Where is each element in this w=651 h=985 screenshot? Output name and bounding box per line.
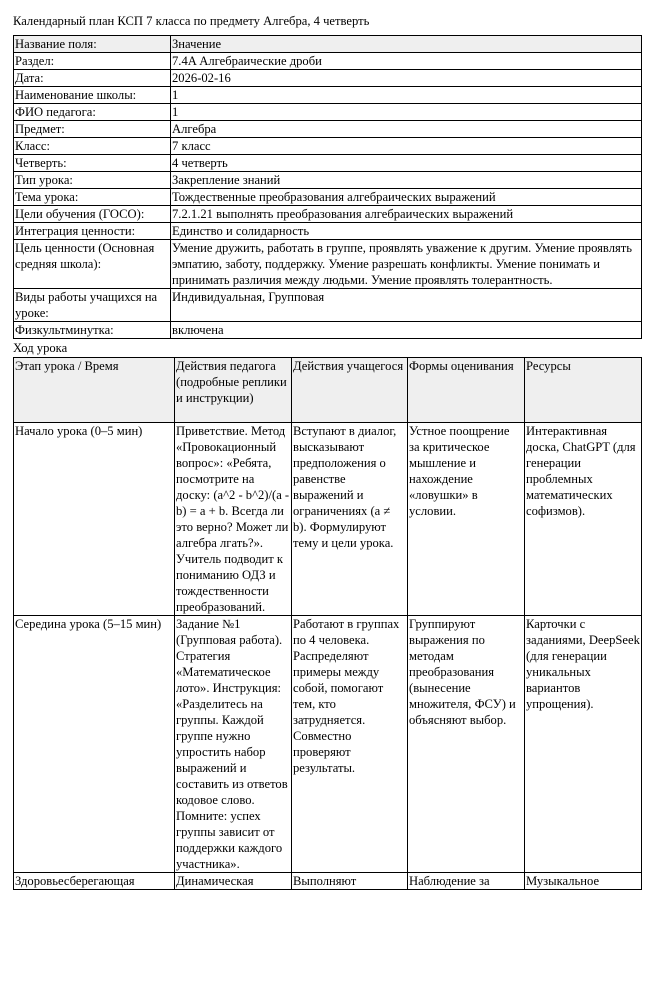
resources-cell: Интерактивная доска, ChatGPT (для генерации проблемных математических софизмов). <box>525 423 642 616</box>
student-actions-cell: Вступают в диалог, высказывают предположения о равенстве выражений и ограничениях (a ≠ b). Формулируют тему и цели урока. <box>292 423 408 616</box>
info-row-value-goal <box>14 240 642 289</box>
header-teacher-actions: Действия педагога (подробные реплики и инструкции) <box>175 358 292 423</box>
student-actions-cell: Выполняют <box>292 873 408 890</box>
header-stage: Этап урока / Время <box>14 358 175 423</box>
info-value: Алгебра <box>171 121 642 138</box>
info-label: Четверть: <box>14 155 171 172</box>
info-row-goals <box>14 206 642 223</box>
info-row-topic <box>14 189 642 206</box>
info-label: Виды работы учащихся на уроке: <box>14 289 171 322</box>
lesson-section-title: Ход урока <box>13 341 68 355</box>
info-label: Наименование школы: <box>14 87 171 104</box>
info-label: Интеграция ценности: <box>14 223 171 240</box>
lesson-row-health <box>14 873 642 890</box>
info-row-date <box>14 70 642 87</box>
info-value: Индивидуальная, Групповая <box>171 289 642 322</box>
lesson-header-row <box>14 358 642 423</box>
lesson-row-start <box>14 423 642 616</box>
stage-cell: Начало урока (0–5 мин) <box>14 423 175 616</box>
info-row-work-types <box>14 289 642 322</box>
assessment-cell: Наблюдение за <box>408 873 525 890</box>
info-value: Умение дружить, работать в группе, проявлять уважение к другим. Умение проявлять эмпатию, заботу, поддержку. Умение разрешать конфликты. Умение понимать и принимать различия между людьми. Умение проявлять толерантность. <box>171 240 642 289</box>
info-label: Цель ценности (Основная средняя школа): <box>14 240 171 289</box>
stage-cell: Середина урока (5–15 мин) <box>14 616 175 873</box>
info-value: Единство и солидарность <box>171 223 642 240</box>
info-row-section <box>14 53 642 70</box>
lesson-flow-table <box>13 357 642 890</box>
info-value: 1 <box>171 87 642 104</box>
header-assessment: Формы оценивания <box>408 358 525 423</box>
teacher-actions-cell: Приветствие. Метод «Провокационный вопрос»: «Ребята, посмотрите на доску: (a^2 - b^2)/(a - b) = a + b. Всегда ли это верно? Может ли алгебра лгать?». Учитель подводит к пониманию ОДЗ и тождественности преобразований. <box>175 423 292 616</box>
info-label: Дата: <box>14 70 171 87</box>
info-label: Раздел: <box>14 53 171 70</box>
info-label: Тема урока: <box>14 189 171 206</box>
assessment-cell: Группируют выражения по методам преобразования (вынесение множителя, ФСУ) и объясняют выбор. <box>408 616 525 873</box>
info-header-row <box>14 36 642 53</box>
info-value: Закрепление знаний <box>171 172 642 189</box>
lesson-info-table <box>13 35 642 339</box>
info-value: 1 <box>171 104 642 121</box>
document-title: Календарный план КСП 7 класса по предмету Алгебра, 4 четверть <box>13 14 370 28</box>
info-value: 7 класс <box>171 138 642 155</box>
info-row-exercise-break <box>14 322 642 339</box>
info-row-value-integration <box>14 223 642 240</box>
resources-cell: Музыкальное <box>525 873 642 890</box>
info-row-grade <box>14 138 642 155</box>
info-header-value: Значение <box>171 36 642 53</box>
info-row-teacher <box>14 104 642 121</box>
teacher-actions-cell: Динамическая <box>175 873 292 890</box>
info-header-field: Название поля: <box>14 36 171 53</box>
header-resources: Ресурсы <box>525 358 642 423</box>
info-label: Класс: <box>14 138 171 155</box>
lesson-row-middle <box>14 616 642 873</box>
student-actions-cell: Работают в группах по 4 человека. Распределяют примеры между собой, помогают тем, кто затрудняется. Совместно проверяют результаты. <box>292 616 408 873</box>
teacher-actions-cell: Задание №1 (Групповая работа). Стратегия «Математическое лото». Инструкция: «Разделитесь на группы. Каждой группе нужно упростить набор выражений и составить из ответов кодовое слово. Помните: успех группы зависит от поддержки каждого участника». <box>175 616 292 873</box>
info-value: 2026-02-16 <box>171 70 642 87</box>
info-label: ФИО педагога: <box>14 104 171 121</box>
info-row-lesson-type <box>14 172 642 189</box>
stage-cell: Здоровьесберегающая <box>14 873 175 890</box>
header-student-actions: Действия учащегося <box>292 358 408 423</box>
info-value: включена <box>171 322 642 339</box>
info-value: 7.4A Алгебраические дроби <box>171 53 642 70</box>
info-label: Предмет: <box>14 121 171 138</box>
info-row-subject <box>14 121 642 138</box>
info-row-school <box>14 87 642 104</box>
info-label: Физкультминутка: <box>14 322 171 339</box>
resources-cell: Карточки с заданиями, DeepSeek (для генерации уникальных вариантов упрощения). <box>525 616 642 873</box>
info-label: Тип урока: <box>14 172 171 189</box>
info-value: 7.2.1.21 выполнять преобразования алгебраических выражений <box>171 206 642 223</box>
info-value: Тождественные преобразования алгебраических выражений <box>171 189 642 206</box>
info-row-quarter <box>14 155 642 172</box>
info-label: Цели обучения (ГОСО): <box>14 206 171 223</box>
info-value: 4 четверть <box>171 155 642 172</box>
document-page <box>13 12 641 890</box>
assessment-cell: Устное поощрение за критическое мышление и нахождение «ловушки» в условии. <box>408 423 525 616</box>
